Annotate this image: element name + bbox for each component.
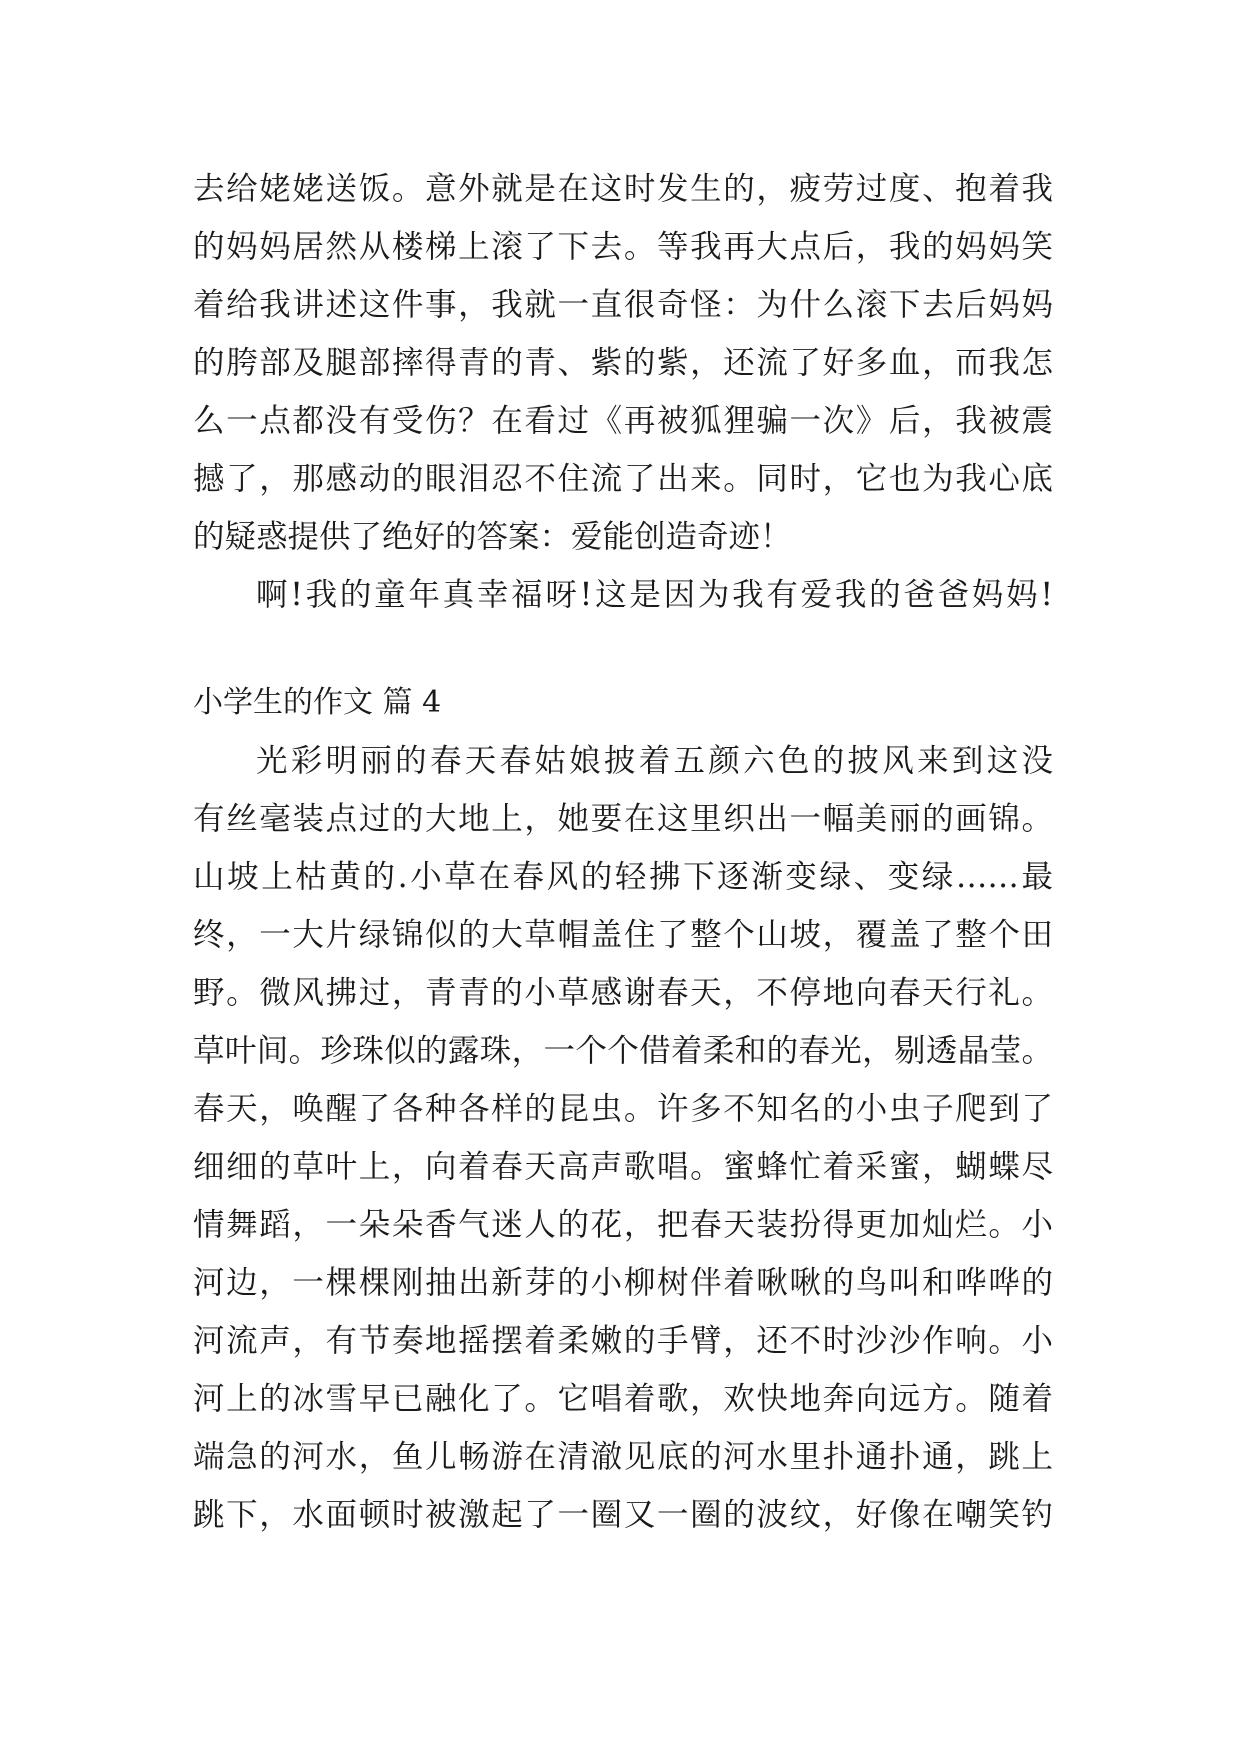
paragraph-line: 河流声，有节奏地摇摆着柔嫩的手臂，还不时沙沙作响。小	[193, 1323, 1053, 1359]
paragraph-line: 有丝毫装点过的大地上，她要在这里织出一幅美丽的画锦。	[193, 801, 1053, 837]
paragraph-line: 光彩明丽的春天春姑娘披着五颜六色的披风来到这没	[256, 743, 1053, 779]
paragraph-line: 的妈妈居然从楼梯上滚了下去。等我再大点后，我的妈妈笑	[193, 229, 1053, 265]
closing-line: 啊!我的童年真幸福呀!这是因为我有爱我的爸爸妈妈!	[256, 577, 1053, 613]
paragraph-line: 着给我讲述这件事，我就一直很奇怪：为什么滚下去后妈妈	[193, 287, 1053, 323]
paragraph-line: 跳下，水面顿时被激起了一圈又一圈的波纹，好像在嘲笑钓	[193, 1497, 1053, 1533]
section-heading: 小学生的作文 篇 4	[193, 685, 442, 720]
paragraph-line: 端急的河水，鱼儿畅游在清澈见底的河水里扑通扑通，跳上	[193, 1439, 1053, 1475]
paragraph-line: 撼了，那感动的眼泪忍不住流了出来。同时，它也为我心底	[193, 461, 1053, 497]
paragraph-line: 春天，唤醒了各种各样的昆虫。许多不知名的小虫子爬到了	[193, 1091, 1053, 1127]
paragraph-line: 河边，一棵棵刚抽出新芽的小柳树伴着啾啾的鸟叫和哗哗的	[193, 1265, 1053, 1301]
paragraph-line: 细细的草叶上，向着春天高声歌唱。蜜蜂忙着采蜜，蝴蝶尽	[193, 1149, 1053, 1185]
paragraph-line: 终，一大片绿锦似的大草帽盖住了整个山坡，覆盖了整个田	[193, 917, 1053, 953]
paragraph-line: 野。微风拂过，青青的小草感谢春天，不停地向春天行礼。	[193, 975, 1053, 1011]
paragraph-line: 的疑惑提供了绝好的答案：爱能创造奇迹！	[193, 519, 792, 555]
paragraph-line: 河上的冰雪早已融化了。它唱着歌，欢快地奔向远方。随着	[193, 1381, 1053, 1417]
paragraph-line: 去给姥姥送饭。意外就是在这时发生的，疲劳过度、抱着我	[193, 171, 1053, 207]
paragraph-line: 的胯部及腿部摔得青的青、紫的紫，还流了好多血，而我怎	[193, 345, 1053, 381]
paragraph-line: 山坡上枯黄的.小草在春风的轻拂下逐渐变绿、变绿……最	[193, 859, 1053, 895]
paragraph-line: 情舞蹈，一朵朵香气迷人的花，把春天装扮得更加灿烂。小	[193, 1207, 1053, 1243]
paragraph-line: 么一点都没有受伤？在看过《再被狐狸骗一次》后，我被震	[193, 403, 1053, 439]
paragraph-line: 草叶间。珍珠似的露珠，一个个借着柔和的春光，剔透晶莹。	[193, 1033, 1053, 1069]
